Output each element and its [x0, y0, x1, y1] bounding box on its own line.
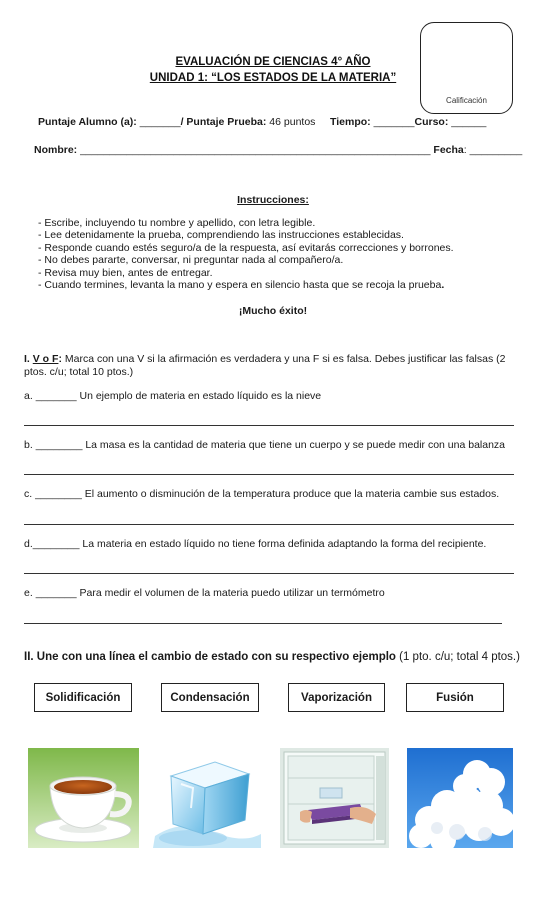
time-label: Tiempo: — [330, 116, 371, 128]
test-score-label: / Puntaje Prueba: — [180, 116, 267, 128]
instruction-item: - Responde cuando estés seguro/a de la respuesta, así evitarás correcciones y borrones. — [38, 241, 454, 254]
item-letter: d. — [24, 538, 33, 550]
item-text: El aumento o disminución de la temperatura produce que la materia cambie sus estados. — [84, 488, 500, 500]
section2-heading-row — [24, 651, 520, 663]
date-label: Fecha — [433, 144, 464, 156]
grade-box — [420, 22, 513, 114]
unit-title: UNIDAD 1: “LOS ESTADOS DE LA MATERIA” — [149, 72, 397, 84]
section2-points: (1 pto. c/u; total 4 ptos.) — [399, 651, 520, 663]
item-text: La materia en estado líquido no tiene forma definida adaptando la forma del recipiente. — [82, 538, 487, 550]
clouds-image[interactable] — [407, 748, 513, 848]
tf-item-d — [24, 538, 486, 550]
tf-item-b — [24, 439, 505, 451]
section1-colon: : — [58, 353, 62, 365]
instruction-item: - Lee detenidamente la prueba, comprendiendo las instrucciones establecidas. — [38, 229, 404, 242]
tf-item-c — [24, 488, 499, 500]
option-fusion[interactable]: Fusión — [406, 683, 504, 712]
item-letter: e. — [24, 587, 33, 599]
student-score-label: Puntaje Alumno (a): — [38, 116, 137, 128]
tf-item-a — [24, 390, 321, 402]
student-score-blank[interactable]: _______ — [139, 116, 181, 128]
info-row — [38, 116, 486, 128]
course-blank[interactable]: ______ — [451, 116, 487, 128]
answer-blank[interactable]: ________ — [35, 488, 82, 500]
justification-line[interactable] — [24, 524, 514, 525]
justification-line[interactable] — [24, 474, 514, 475]
section1-instructions — [24, 353, 524, 379]
instructions-list — [38, 217, 518, 291]
name-label: Nombre: — [34, 144, 78, 156]
good-luck: ¡Mucho éxito! — [238, 305, 308, 317]
tf-item-e — [24, 587, 385, 599]
ice-cube-image[interactable] — [153, 748, 262, 848]
instructions-heading: Instrucciones: — [237, 194, 309, 206]
item-letter: a. — [24, 390, 33, 402]
answer-blank[interactable]: _______ — [35, 390, 77, 402]
item-text: Para medir el volumen de la materia puedo utilizar un termómetro — [79, 587, 385, 599]
name-row — [34, 144, 522, 156]
option-solidificacion[interactable]: Solidificación — [34, 683, 132, 712]
name-blank[interactable]: ____________________________________________________________ — [80, 144, 431, 156]
answer-blank[interactable]: ________ — [35, 439, 83, 451]
exam-title: EVALUACIÓN DE CIENCIAS 4° AÑO — [175, 56, 371, 68]
closing-period: . — [441, 279, 445, 292]
answer-blank[interactable]: _______ — [35, 587, 77, 599]
item-letter: b. — [24, 439, 33, 451]
justification-line[interactable] — [24, 573, 514, 574]
item-text: Un ejemplo de materia en estado líquido es la nieve — [79, 390, 322, 402]
tea-cup-image[interactable] — [28, 748, 139, 848]
instruction-item: - Revisa muy bien, antes de entregar. — [38, 266, 213, 279]
option-condensacion[interactable]: Condensación — [161, 683, 259, 712]
instruction-item: - No debes pararte, conversar, ni preguntar nada al compañero/a. — [38, 254, 344, 267]
date-blank[interactable]: _________ — [469, 144, 523, 156]
section1-number: I. — [24, 353, 30, 365]
instruction-item: - Cuando termines, levanta la mano y espera en silencio hasta que se recoja la prueba. — [38, 279, 445, 292]
freezer-tray-image[interactable] — [280, 748, 389, 848]
item-letter: c. — [24, 488, 33, 500]
instruction-item: - Escribe, incluyendo tu nombre y apellido, con letra legible. — [38, 217, 316, 229]
section2-heading: II. Une con una línea el cambio de estado con su respectivo ejemplo — [24, 651, 396, 663]
section1-tag: V o F — [32, 353, 59, 365]
grade-label: Calificación — [446, 96, 487, 105]
section1-instruction-line2: ptos. c/u; total 10 ptos.) — [24, 366, 134, 378]
date-colon: : — [463, 144, 467, 156]
option-vaporizacion[interactable]: Vaporización — [288, 683, 385, 712]
section1-instruction-line1: Marca con una V si la afirmación es verdadera y una F si es falsa. Debes justificar las falsas (2 — [61, 353, 506, 365]
item-text: La masa es la cantidad de materia que tiene un cuerpo y se puede medir con una balanza — [85, 439, 506, 451]
justification-line[interactable] — [24, 425, 514, 426]
course-label: Curso: — [414, 116, 449, 128]
test-score-value: 46 puntos — [269, 116, 316, 128]
answer-blank[interactable]: ________ — [32, 538, 80, 550]
time-blank[interactable]: _______ — [373, 116, 415, 128]
justification-line[interactable] — [24, 623, 502, 624]
